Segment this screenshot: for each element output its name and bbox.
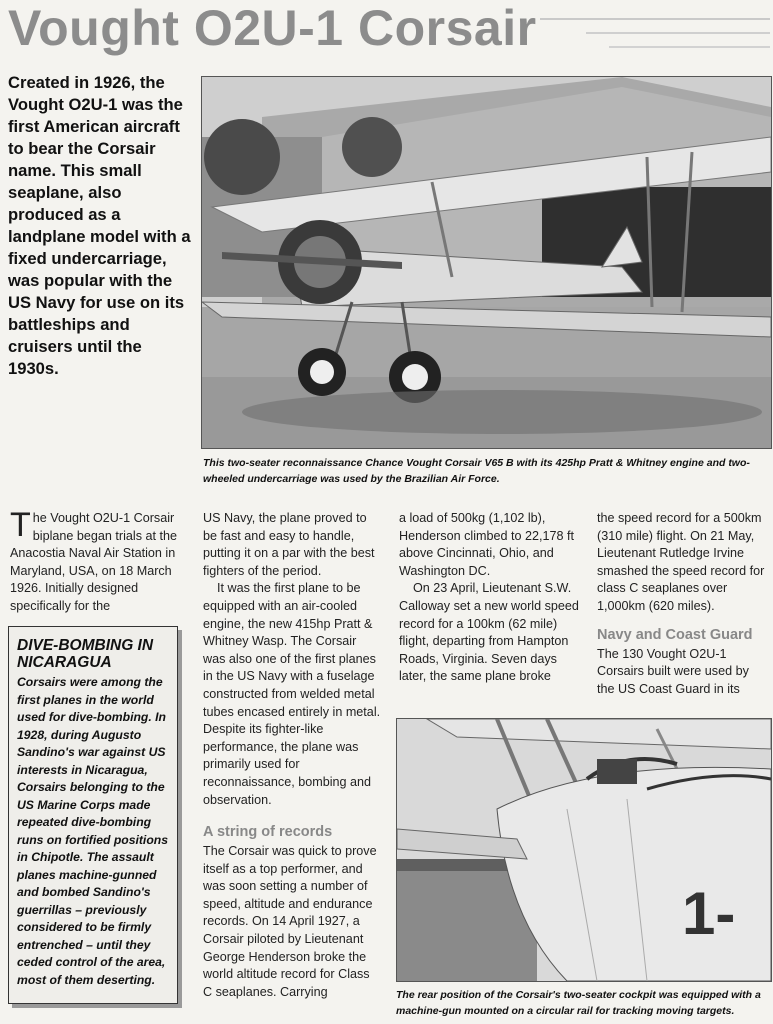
article-paragraph-4: On 23 April, Lieutenant S.W. Calloway set a new world speed record for a 100km (62 mile) flight, departing from Hampton Roads, Virginia. Seven days later, the same plane broke	[399, 581, 579, 684]
drop-cap: T	[10, 506, 31, 544]
sidebar-box	[8, 626, 178, 1004]
cockpit-photo	[396, 718, 772, 982]
photo1-caption: This two-seater reconnaissance Chance Vought Corsair V65 B with its 425hp Pratt & Whitney engine and two-wheeled undercarriage was used by the Brazilian Air Force.	[203, 457, 750, 485]
subhead-navy: Navy and Coast Guard	[597, 626, 753, 643]
article-paragraph-5: The 130 Vought O2U-1 Corsairs built were used by the US Coast Guard in its	[597, 646, 749, 696]
article-column-3	[399, 510, 579, 686]
page-title: Vought O2U-1 Corsair	[8, 0, 537, 56]
fuselage-marking: 1-	[682, 880, 736, 947]
article-paragraph-1-cont: US Navy, the plane proved to be fast and easy to handle, putting it on a par with the best fighters of the period.	[203, 511, 375, 578]
article-column-4	[597, 510, 769, 698]
article-paragraph-3-cont: a load of 500kg (1,102 lb), Henderson climbed to 22,178 ft above Cincinnati, Ohio, and Washington DC.	[399, 511, 575, 578]
article-column-2	[203, 510, 381, 1001]
article-paragraph-2: It was the first plane to be equipped with an air-cooled engine, the new 415hp Pratt & Whitney Wasp. The Corsair was also one of the first planes in the US Navy with a fuselage constructed from welded metal tubes encased entirely in metal. Despite its fighter-like performance, the plane was primarily used for reconnaissance, bombing and observation.	[203, 581, 381, 807]
bleed-through-texture	[540, 12, 770, 72]
photo2-caption: The rear position of the Corsair's two-seater cockpit was equipped with a machine-gun mounted on a circular rail for tracking moving targets.	[396, 989, 761, 1017]
subhead-records: A string of records	[203, 824, 333, 841]
article-paragraph-3: The Corsair was quick to prove itself as a top performer, and was soon setting a number of speed, altitude and endurance records. On 14 April 1927, a Corsair piloted by Lieutenant George Henderson broke the world altitude record for Class C seaplanes. Carrying	[203, 844, 377, 999]
article-paragraph-4-cont: the speed record for a 500km (310 mile) flight. On 21 May, Lieutenant Rutledge Irvine smashed the speed record for class C seaplanes over 1,000km (620 miles).	[597, 511, 765, 613]
article-paragraph-1: he Vought O2U-1 Corsair biplane began trials at the Anacostia Naval Air Station in Maryland, USA, on 18 March 1926. Initially designed specifically for the	[10, 511, 178, 613]
article-column-1	[10, 506, 188, 616]
sidebar-heading: DIVE-BOMBING IN NICARAGUA	[17, 637, 154, 671]
intro-text: Created in 1926, the Vought O2U-1 was the first American aircraft to bear the Corsair name. This small seaplane, also produced as a landplane model with a fixed undercarriage, was popular with the US Navy for use on its battleships and cruisers until the 1930s.	[8, 73, 191, 378]
biplane-photo	[201, 76, 772, 449]
sidebar-body: Corsairs were among the first planes in the world used for dive-bombing. In 1928, during Augusto Sandino's war against US interests in Nicaragua, Corsairs belonging to the US Marine Corps made repeated dive-bombing runs on fortified positions in Chipotle. The assault planes machine-gunned and bombed Sandino's guerrillas – previously considered to be firmly entrenched – until they ceded control of the area, most of them deserting.	[17, 675, 168, 987]
